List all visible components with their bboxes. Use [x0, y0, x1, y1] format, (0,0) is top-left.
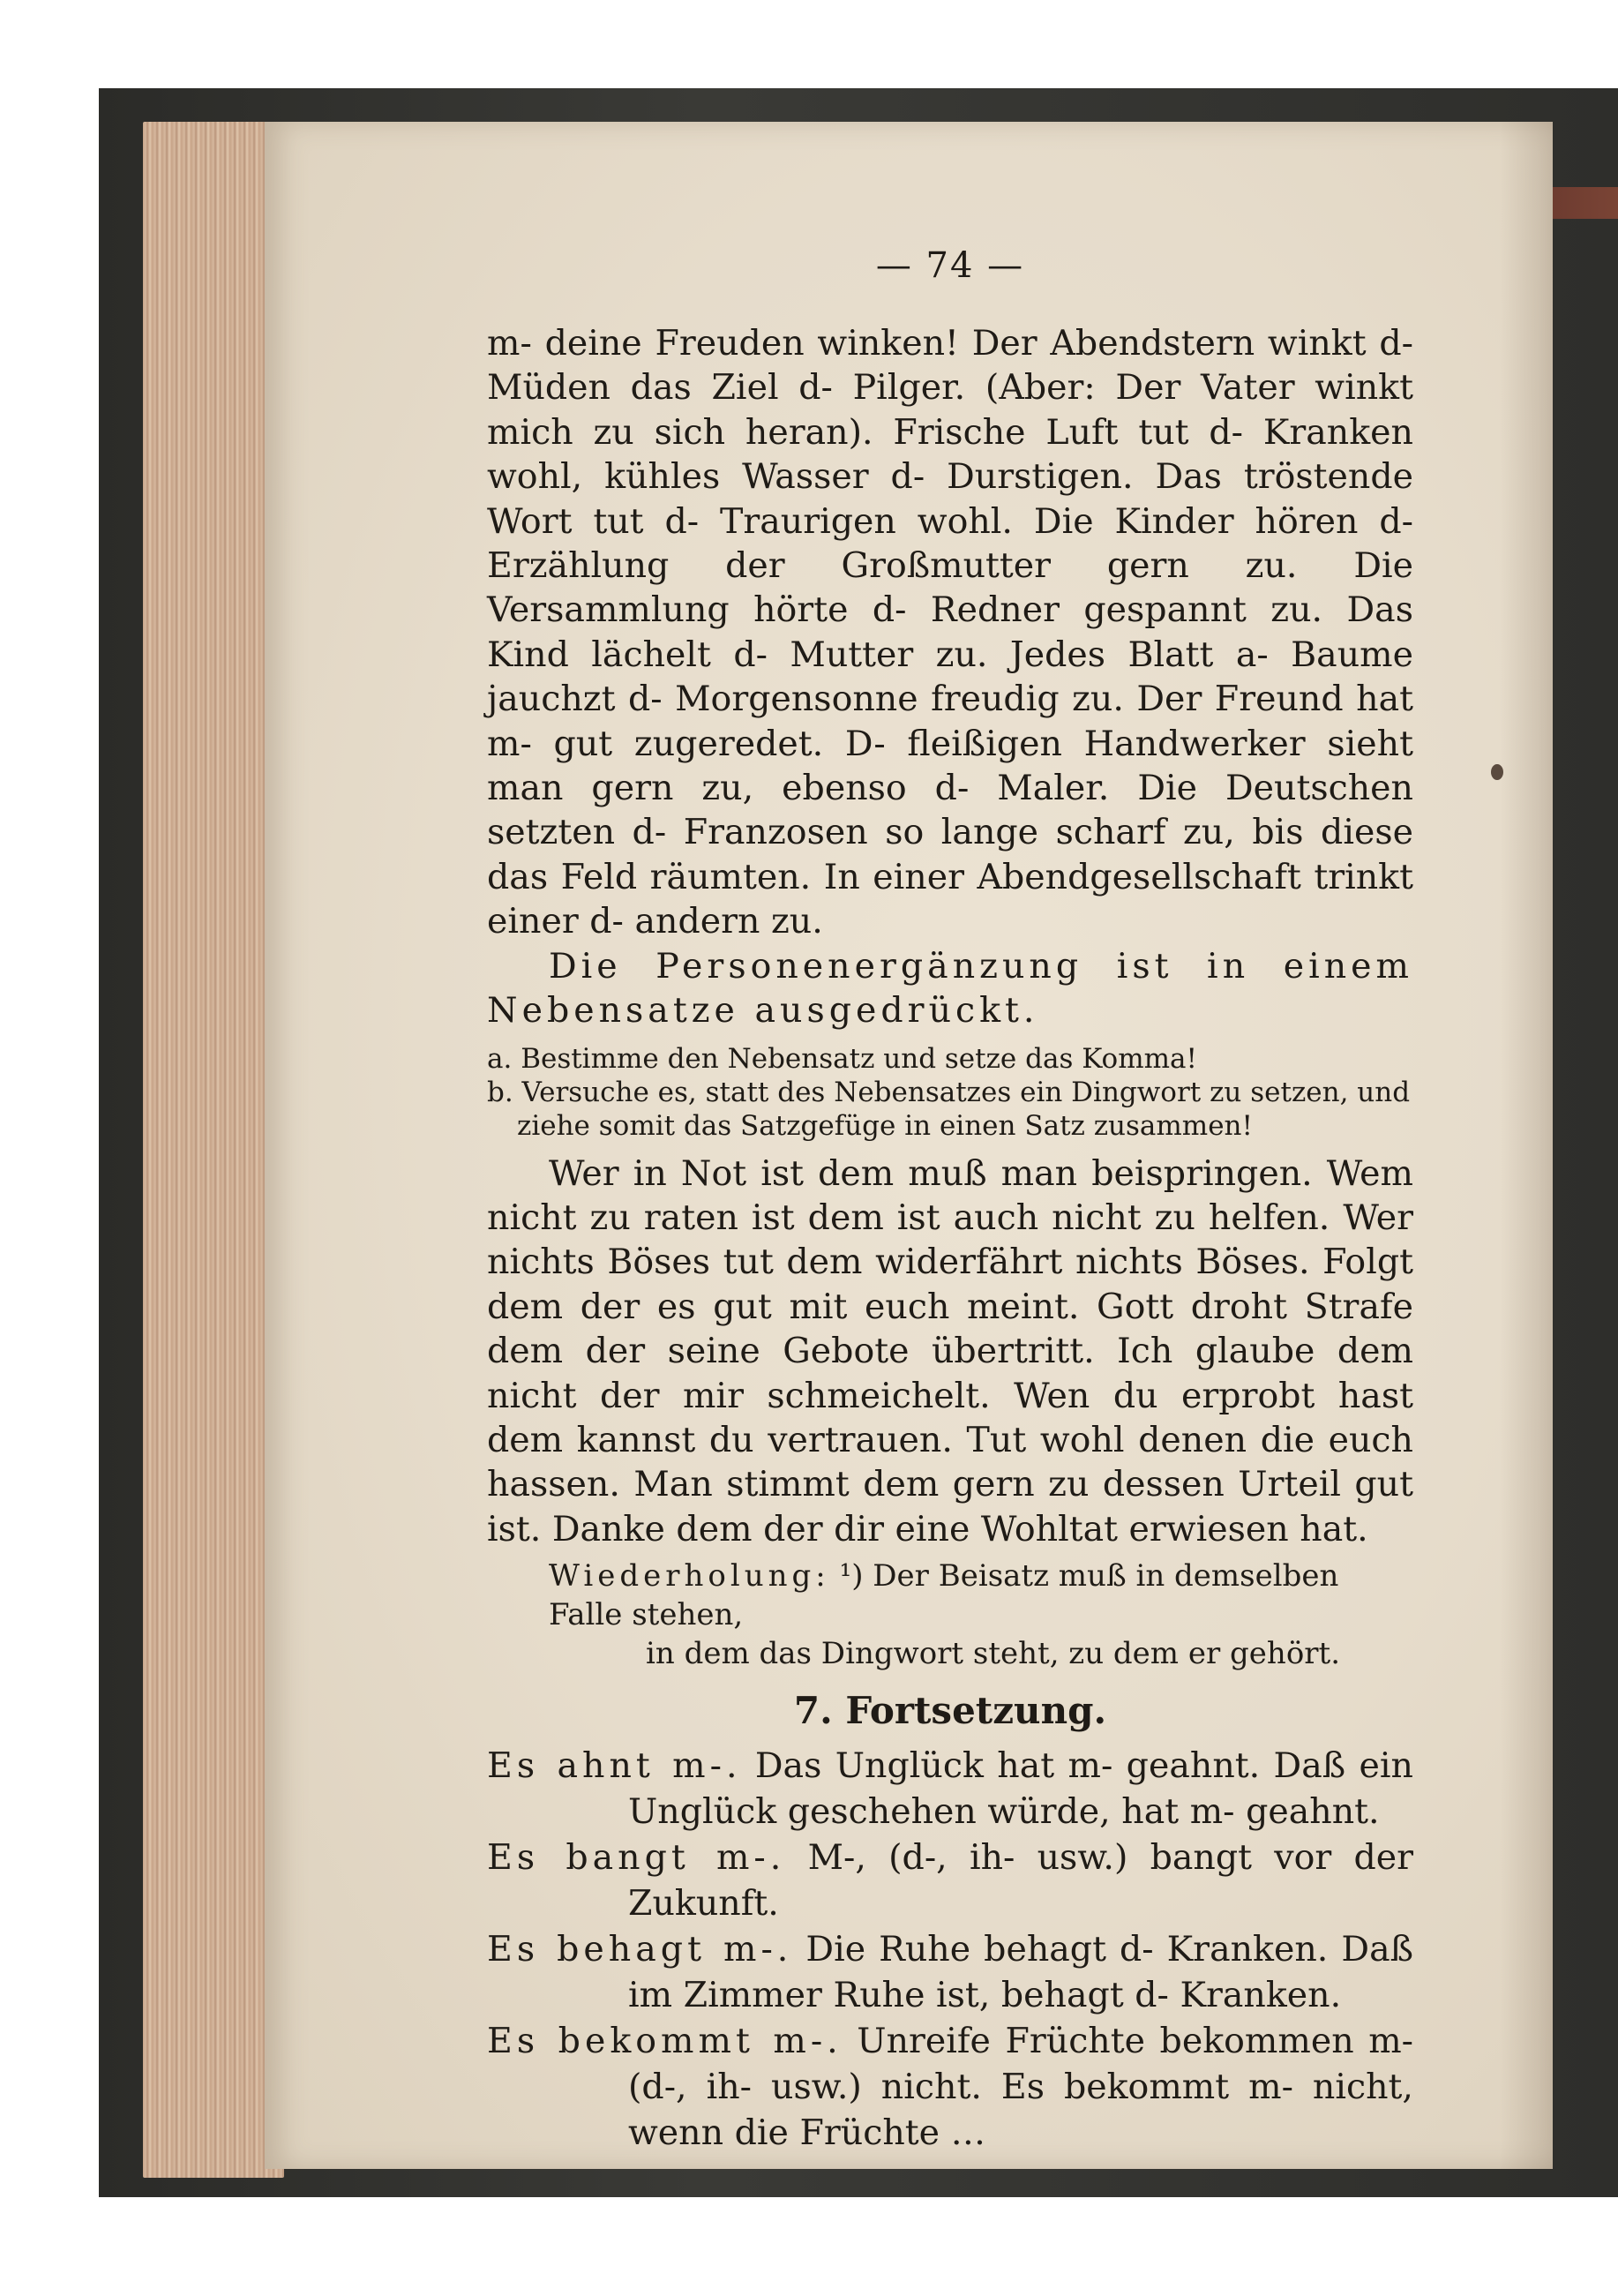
page-number: — 74 —: [875, 245, 1025, 286]
book-page: [265, 122, 1553, 2169]
repetition-label: Wiederholung:: [549, 1558, 830, 1594]
example-text: Unreife Früchte bekommen m- (d-, ih- usw.) nicht. Es bekommt m- nicht, wenn die Früchte …: [628, 2021, 1414, 2154]
section-heading: 7. Fortsetzung.: [793, 1689, 1107, 1733]
repetition-note: [487, 1557, 1413, 1673]
paragraph-3: Wer in Not ist dem muß man beispringen. Wem nicht zu raten ist dem ist auch nicht zu helfen. Wer nichts Böses tut dem widerfährt nichts Böses. Folgt dem der es gut mit euch meint. Gott droht Strafe dem der seine Gebote übertritt. Ich glaube dem nicht der mir schmeichelt. Wen du erprobt hast dem kannst du vertrauen. Tut wohl denen die euch hassen. Man stimmt dem gern zu dessen Urteil gut ist. Danke dem der dir eine Wohltat erwiesen hat.: [487, 1152, 1413, 1549]
example-text: Das Unglück hat m- geahnt. Daß ein Unglück geschehen würde, hat m- geahnt.: [628, 1745, 1413, 1833]
footnote-mark: ¹): [839, 1558, 864, 1594]
example-4: [487, 2018, 1413, 2156]
example-text: M-, (d-, ih- usw.) bangt vor der Zukunft.: [628, 1837, 1413, 1925]
example-lead: Es bangt m-.: [487, 1837, 786, 1879]
example-lead: Es ahnt m-.: [487, 1745, 742, 1787]
page-shadow: [1500, 122, 1553, 2169]
example-text: Die Ruhe behagt d- Kranken. Daß im Zimmer Ruhe ist, behagt d- Kranken.: [628, 1929, 1414, 2016]
task-a: a. Bestimme den Nebensatz und setze das Komma!: [487, 1042, 1197, 1075]
example-lead: Es bekommt m-.: [487, 2021, 843, 2062]
example-1: [487, 1743, 1413, 1835]
page-text: [487, 245, 1413, 2156]
page-edges: [143, 122, 284, 2178]
task-list: [487, 1042, 1413, 1143]
repetition-line-1: Der Beisatz muß in demselben Falle stehen,: [549, 1558, 1339, 1633]
paragraph-1: m- deine Freuden winken! Der Abendstern winkt d- Müden das Ziel d- Pilger. (Aber: Der Vater winkt mich zu sich heran). Frische Luft tut d- Kranken wohl, kühles Wasser d- Durstigen. Das tröstende Wort tut d- Traurigen wohl. Die Kinder hören d- Erzählung der Großmutter gern zu. Die Versammlung hörte d- Redner gespannt zu. Das Kind lächelt d- Mutter zu. Jedes Blatt a- Baume jauchzt d- Morgensonne freudig zu. Der Freund hat m- gut zugeredet. D- fleißigen Handwerker sieht man gern zu, ebenso d- Maler. Die Deutschen setzten d- Franzosen so lange scharf zu, bis diese das Feld räumten. In einer Abendgesellschaft trinkt einer d- andern zu.: [487, 323, 1413, 942]
example-2: [487, 1835, 1413, 1926]
paragraph-2: Die Personenergänzung ist in einem Nebensatze ausgedrückt.: [487, 945, 1413, 1032]
example-lead: Es behagt m-.: [487, 1929, 793, 1970]
repetition-line-2: in dem das Dingwort steht, zu dem er gehört.: [646, 1636, 1341, 1672]
task-b: b. Versuche es, statt des Nebensatzes ein Dingwort zu setzen, und ziehe somit das Satzgefüge in einen Satz zusammen!: [487, 1076, 1411, 1142]
ink-spot: [1491, 764, 1503, 780]
example-3: [487, 1926, 1413, 2018]
